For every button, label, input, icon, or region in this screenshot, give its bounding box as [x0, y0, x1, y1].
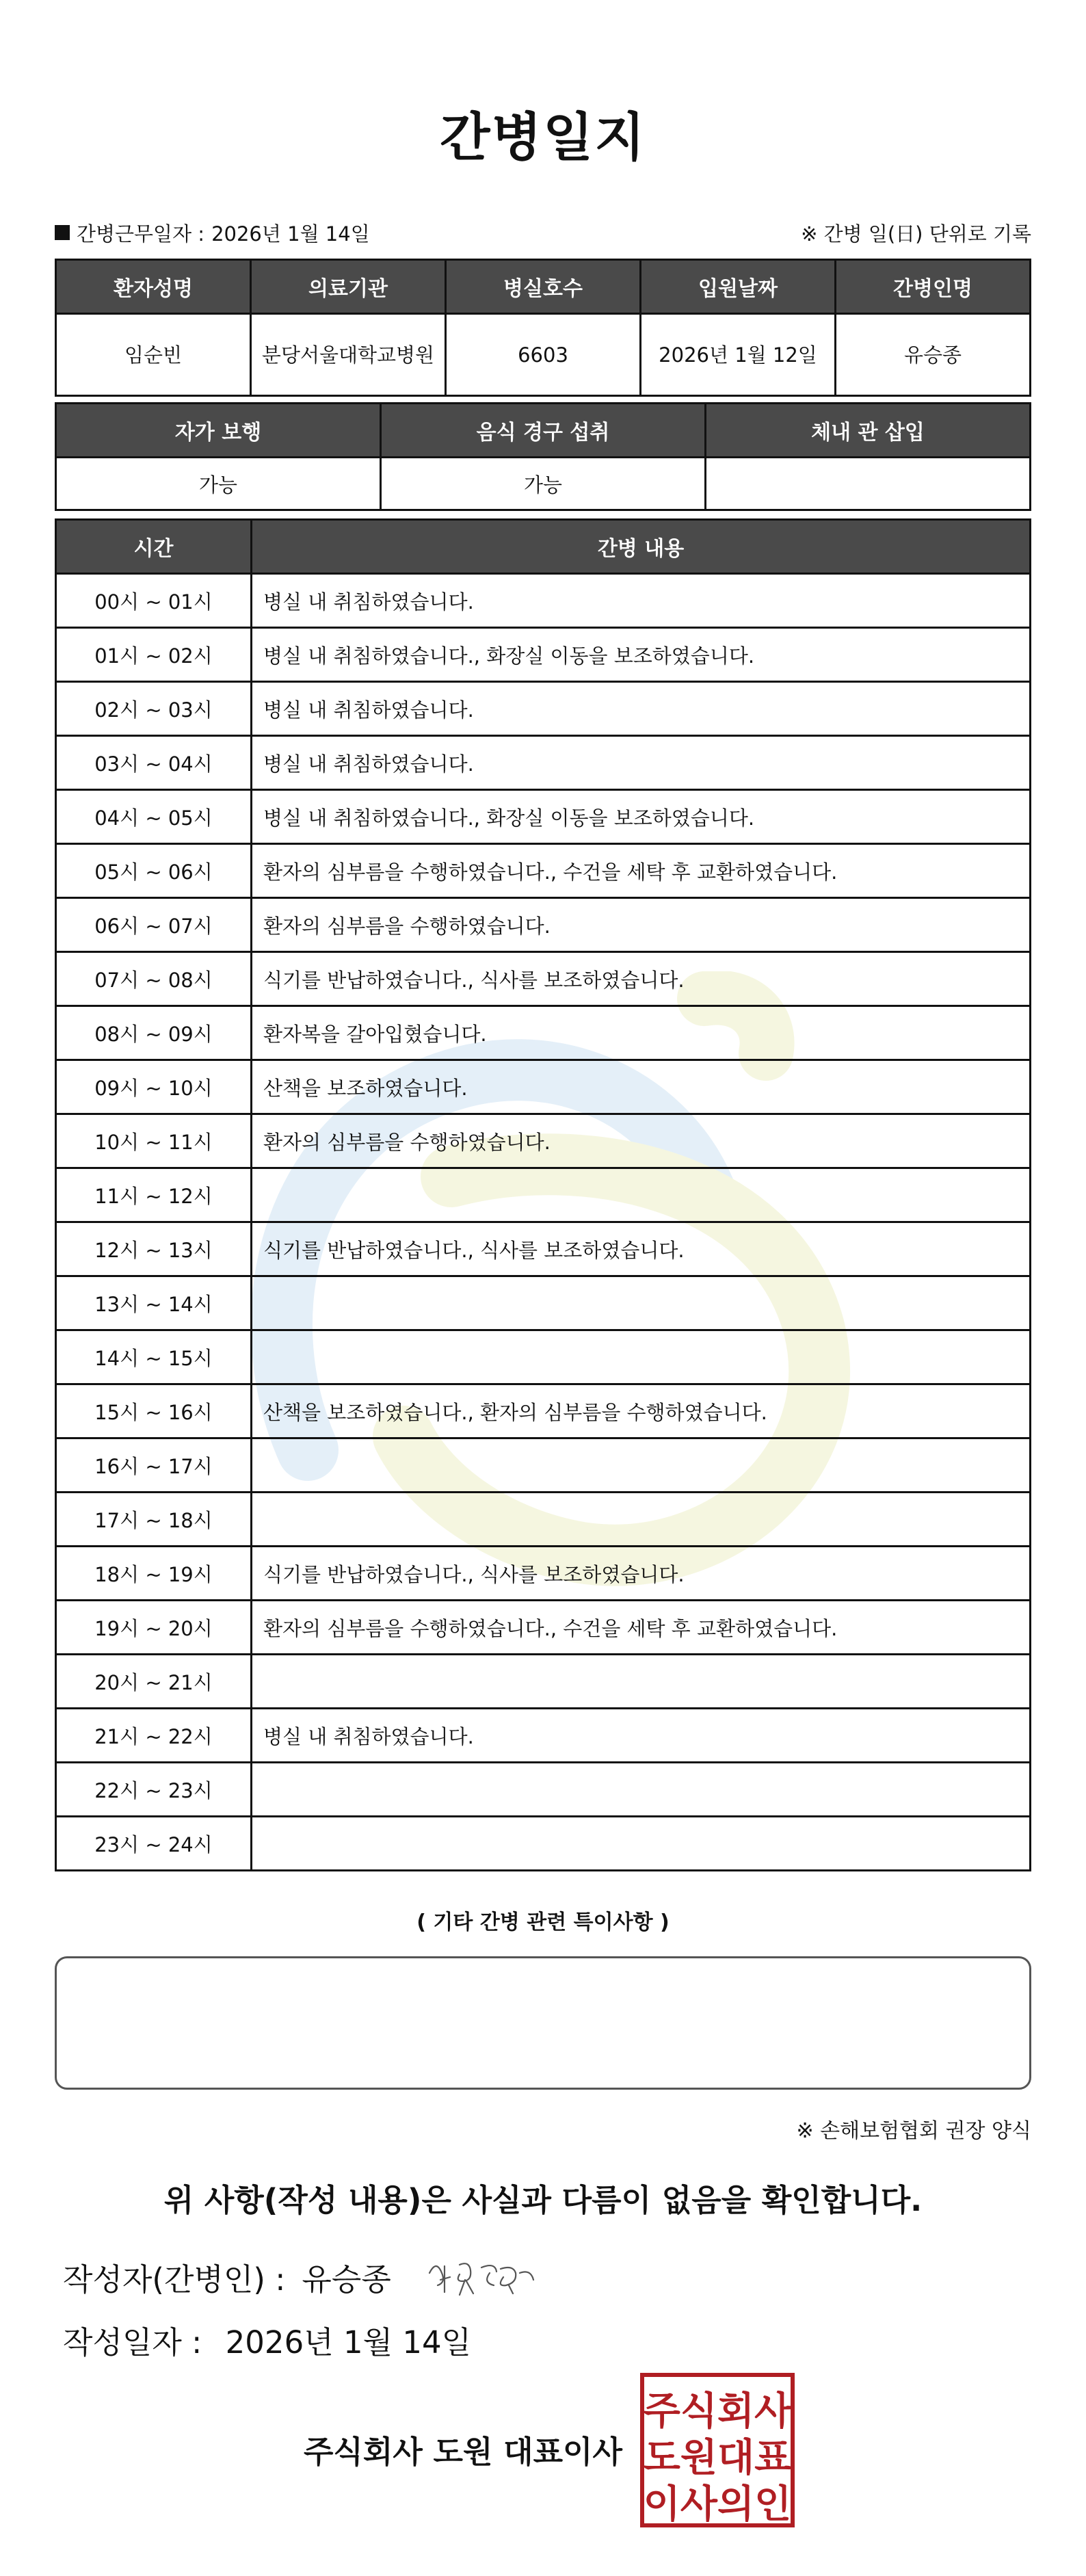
log-time: 02시 ~ 03시	[56, 682, 252, 736]
recommend-note: ※ 손해보험협회 권장 양식	[796, 2119, 1031, 2143]
table-row	[56, 1384, 1031, 1438]
log-time: 22시 ~ 23시	[56, 1763, 252, 1817]
log-content	[252, 1493, 1031, 1547]
caregiver-name: 유승종	[836, 314, 1031, 396]
table-row	[56, 1763, 1031, 1817]
log-header-row	[56, 520, 1031, 574]
self-walking-value: 가능	[56, 458, 381, 510]
patient-name: 임순빈	[56, 314, 251, 396]
header-oral-intake: 음식 경구 섭취	[381, 404, 706, 458]
status-value-row	[56, 458, 1031, 510]
log-content: 병실 내 취침하였습니다., 화장실 이동을 보조하였습니다.	[252, 628, 1031, 682]
written-date-label: 작성일자 :	[63, 2324, 202, 2361]
table-row	[56, 1547, 1031, 1601]
written-date-line	[63, 2317, 471, 2362]
table-row	[56, 1709, 1031, 1763]
log-content	[252, 1817, 1031, 1871]
table-row	[56, 682, 1031, 736]
log-time: 16시 ~ 17시	[56, 1438, 252, 1493]
unit-note: ※ 간병 일(日) 단위로 기록	[801, 222, 1031, 246]
confirm-statement: 위 사항(작성 내용)은 사실과 다름이 없음을 확인합니다.	[163, 2182, 923, 2218]
log-time: 13시 ~ 14시	[56, 1276, 252, 1330]
log-time: 06시 ~ 07시	[56, 898, 252, 952]
table-row	[56, 952, 1031, 1006]
table-row	[56, 1006, 1031, 1060]
patient-status-table	[55, 402, 1031, 511]
company-representative: 주식회사 도원 대표이사	[303, 2434, 622, 2470]
log-time: 01시 ~ 02시	[56, 628, 252, 682]
table-row	[56, 1817, 1031, 1871]
header-patient-name: 환자성명	[56, 260, 251, 314]
header-self-walking: 자가 보행	[56, 404, 381, 458]
log-time: 21시 ~ 22시	[56, 1709, 252, 1763]
page-title: 간병일지	[440, 107, 646, 168]
table-row	[56, 844, 1031, 898]
work-date-value: 2026년 1월 14일	[211, 222, 370, 246]
patient-header-row	[56, 260, 1031, 314]
log-content: 환자의 심부름을 수행하였습니다.	[252, 1114, 1031, 1168]
log-time: 04시 ~ 05시	[56, 790, 252, 844]
seal-line-1: 주식회사	[643, 2389, 792, 2434]
log-time: 19시 ~ 20시	[56, 1601, 252, 1655]
table-row	[56, 736, 1031, 790]
log-content: 병실 내 취침하였습니다.	[252, 736, 1031, 790]
table-row	[56, 1655, 1031, 1709]
table-row	[56, 1168, 1031, 1222]
table-row	[56, 1330, 1031, 1384]
seal-line-2: 도원대표	[643, 2436, 792, 2480]
log-content: 환자의 심부름을 수행하였습니다., 수건을 세탁 후 교환하였습니다.	[252, 844, 1031, 898]
header-care-content: 간병 내용	[252, 520, 1031, 574]
header-hospital: 의료기관	[251, 260, 446, 314]
log-time: 03시 ~ 04시	[56, 736, 252, 790]
tube-insertion-value	[706, 458, 1031, 510]
log-time: 20시 ~ 21시	[56, 1655, 252, 1709]
log-time: 10시 ~ 11시	[56, 1114, 252, 1168]
log-content: 식기를 반납하였습니다., 식사를 보조하였습니다.	[252, 952, 1031, 1006]
meta-row	[55, 218, 1031, 248]
log-time: 15시 ~ 16시	[56, 1384, 252, 1438]
patient-value-row	[56, 314, 1031, 396]
patient-info-table	[55, 259, 1031, 397]
table-row	[56, 574, 1031, 628]
header-room: 병실호수	[446, 260, 641, 314]
log-time: 12시 ~ 13시	[56, 1222, 252, 1276]
table-row	[56, 1276, 1031, 1330]
written-date-value: 2026년 1월 14일	[225, 2324, 472, 2361]
log-content: 식기를 반납하였습니다., 식사를 보조하였습니다.	[252, 1547, 1031, 1601]
header-admission-date: 입원날짜	[641, 260, 836, 314]
header-time: 시간	[56, 520, 252, 574]
table-row	[56, 1222, 1031, 1276]
table-row	[56, 790, 1031, 844]
table-row	[56, 1060, 1031, 1114]
table-row	[56, 1601, 1031, 1655]
care-log-table	[55, 518, 1031, 1871]
admission-date: 2026년 1월 12일	[641, 314, 836, 396]
seal-line-3: 이사의인	[643, 2482, 792, 2527]
log-content: 산책을 보조하였습니다., 환자의 심부름을 수행하였습니다.	[252, 1384, 1031, 1438]
hospital-name: 분당서울대학교병원	[251, 314, 446, 396]
header-caregiver-name: 간병인명	[836, 260, 1031, 314]
writer-name: 유승종	[302, 2261, 391, 2298]
log-time: 18시 ~ 19시	[56, 1547, 252, 1601]
table-row	[56, 1438, 1031, 1493]
handwritten-signature	[424, 2252, 540, 2300]
special-notes-title: ( 기타 간병 관련 특이사항 )	[416, 1910, 670, 1934]
log-time: 17시 ~ 18시	[56, 1493, 252, 1547]
log-time: 05시 ~ 06시	[56, 844, 252, 898]
log-content: 환자의 심부름을 수행하였습니다.	[252, 898, 1031, 952]
log-content	[252, 1655, 1031, 1709]
log-content: 산책을 보조하였습니다.	[252, 1060, 1031, 1114]
writer-line	[63, 2252, 540, 2300]
log-content	[252, 1168, 1031, 1222]
room-number: 6603	[446, 314, 641, 396]
log-content: 병실 내 취침하였습니다., 화장실 이동을 보조하였습니다.	[252, 790, 1031, 844]
table-row	[56, 1493, 1031, 1547]
log-content	[252, 1763, 1031, 1817]
log-time: 09시 ~ 10시	[56, 1060, 252, 1114]
log-content: 병실 내 취침하였습니다.	[252, 574, 1031, 628]
table-row	[56, 898, 1031, 952]
log-content	[252, 1276, 1031, 1330]
log-time: 00시 ~ 01시	[56, 574, 252, 628]
log-body	[56, 574, 1031, 1871]
status-header-row	[56, 404, 1031, 458]
log-content: 병실 내 취침하였습니다.	[252, 1709, 1031, 1763]
log-time: 11시 ~ 12시	[56, 1168, 252, 1222]
log-content	[252, 1330, 1031, 1384]
work-date-label: 간병근무일자 :	[77, 222, 205, 246]
work-date	[55, 219, 370, 247]
log-time: 23시 ~ 24시	[56, 1817, 252, 1871]
log-time: 14시 ~ 15시	[56, 1330, 252, 1384]
company-seal-stamp	[639, 2372, 795, 2528]
log-time: 07시 ~ 08시	[56, 952, 252, 1006]
log-content: 식기를 반납하였습니다., 식사를 보조하였습니다.	[252, 1222, 1031, 1276]
special-notes-box[interactable]	[55, 1956, 1031, 2090]
writer-label: 작성자(간병인) :	[63, 2261, 286, 2298]
log-content	[252, 1438, 1031, 1493]
table-row	[56, 628, 1031, 682]
square-bullet-icon	[55, 225, 70, 240]
log-time: 08시 ~ 09시	[56, 1006, 252, 1060]
log-content: 병실 내 취침하였습니다.	[252, 682, 1031, 736]
log-content: 환자의 심부름을 수행하였습니다., 수건을 세탁 후 교환하였습니다.	[252, 1601, 1031, 1655]
header-tube-insertion: 체내 관 삽입	[706, 404, 1031, 458]
log-content: 환자복을 갈아입혔습니다.	[252, 1006, 1031, 1060]
oral-intake-value: 가능	[381, 458, 706, 510]
table-row	[56, 1114, 1031, 1168]
